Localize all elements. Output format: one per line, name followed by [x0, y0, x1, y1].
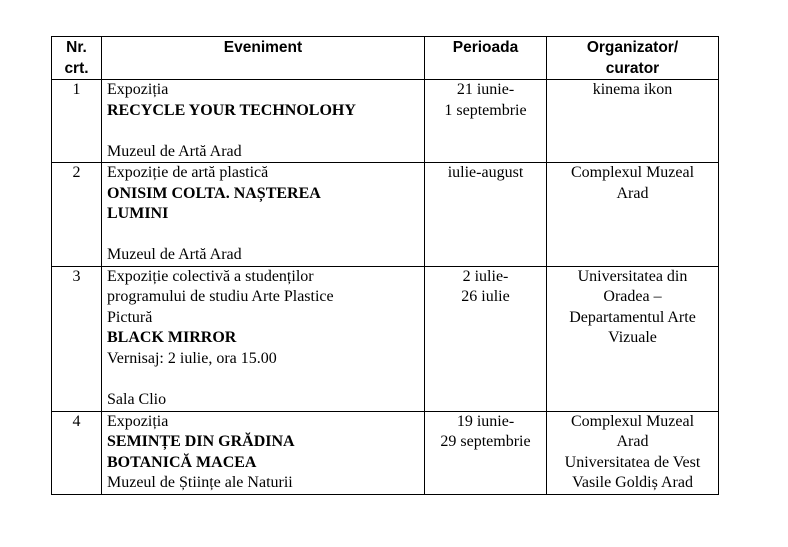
header-nr-line2: crt. — [64, 59, 89, 77]
event-type: Expoziție de artă plastică — [107, 164, 269, 181]
event-cell — [102, 80, 425, 163]
header-organizer-line2: curator — [605, 59, 660, 77]
organizer-cell: kinema ikon — [547, 80, 719, 163]
events-table — [51, 36, 719, 495]
row-number: 4 — [52, 411, 102, 494]
row-number: 2 — [52, 163, 102, 267]
event-title-cont: LUMINI — [107, 205, 169, 222]
event-title: ONISIM COLTA. NAȘTEREA — [107, 184, 321, 202]
organizer-cell: Complexul Muzeal Arad Universitatea de Vest Vasile Goldiș Arad — [547, 411, 719, 494]
header-event: Eveniment — [102, 37, 425, 80]
table-row — [52, 266, 719, 411]
event-cell — [102, 163, 425, 267]
event-title: SEMINȚE DIN GRĂDINA — [107, 433, 295, 450]
event-type: Expoziția — [107, 412, 169, 430]
row-number: 1 — [52, 80, 102, 163]
event-vernisaj: Vernisaj: 2 iulie, ora 15.00 — [107, 349, 277, 367]
event-venue: Muzeul de Științe ale Naturii — [107, 474, 293, 491]
table-row — [52, 80, 719, 163]
header-organizer — [547, 37, 719, 80]
organizer-cell: Complexul Muzeal Arad — [547, 163, 719, 267]
event-type-cont: programului de studiu Arte Plastice — [107, 288, 334, 305]
event-type: Expoziția — [107, 81, 169, 98]
event-venue: Muzeul de Artă Arad — [107, 142, 242, 160]
event-cell — [102, 266, 425, 411]
table-row — [52, 411, 719, 494]
header-period: Perioada — [425, 37, 547, 80]
table-row — [52, 163, 719, 267]
event-type: Expoziție colectivă a studenților — [107, 267, 314, 285]
organizer-cell: Universitatea din Oradea – Departamentul Arte Vizuale — [547, 266, 719, 411]
event-title: RECYCLE YOUR TECHNOLOHY — [107, 101, 356, 119]
event-title: BLACK MIRROR — [107, 329, 237, 346]
header-nr — [52, 37, 102, 80]
period-cell: iulie-august — [425, 163, 547, 267]
row-number: 3 — [52, 266, 102, 411]
period-cell: 21 iunie- 1 septembrie — [425, 80, 547, 163]
event-cell — [102, 411, 425, 494]
period-cell: 19 iunie- 29 septembrie — [425, 411, 547, 494]
header-nr-line1: Nr. — [66, 39, 87, 56]
event-title-cont: BOTANICĂ MACEA — [107, 453, 257, 471]
event-type-cont: Pictură — [107, 308, 153, 326]
event-venue: Sala Clio — [107, 390, 167, 408]
header-row — [52, 37, 719, 80]
event-venue: Muzeul de Artă Arad — [107, 246, 242, 263]
header-organizer-line1: Organizator/ — [586, 39, 679, 56]
period-cell: 2 iulie- 26 iulie — [425, 266, 547, 411]
